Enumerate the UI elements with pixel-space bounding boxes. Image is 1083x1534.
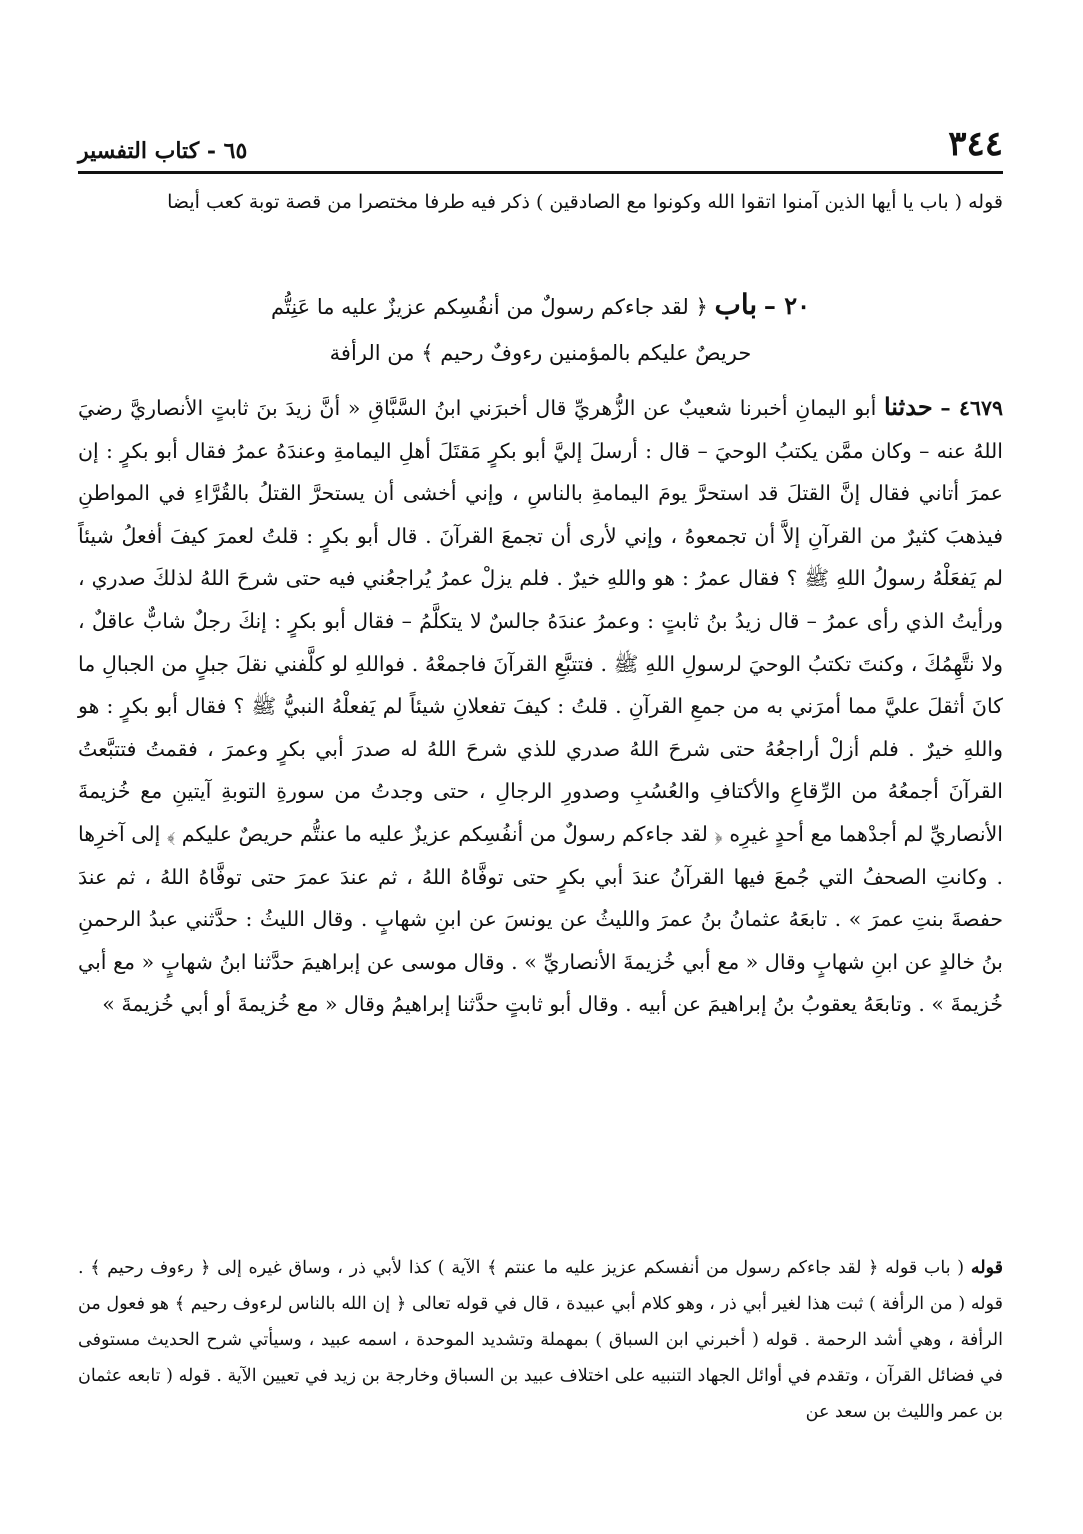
commentary-opening: قوله — [970, 1258, 1003, 1278]
page-number: ٣٤٤ — [948, 124, 1003, 164]
intro-note: قوله ( باب يا أيها الذين آمنوا اتقوا الله وكونوا مع الصادقين ) ذكر فيه طرفا مختصرا من قصة توبة كعب أيضا — [167, 191, 1003, 213]
chapter-heading-line-1 — [78, 282, 1003, 330]
running-title: ٦٥ - كتاب التفسير — [78, 138, 248, 164]
chapter-heading — [78, 282, 1003, 376]
chapter-number: ٢٠ – — [763, 291, 810, 320]
hadith-body: أبو اليمانِ أخبرنا شعيبٌ عن الزُّهريِّ قال أخبرَني ابنُ السَّبَّاقِ « أنَّ زيدَ بنَ ثابتٍ الأنصاريَّ رضيَ اللهُ عنه – وكان ممَّن يكتبُ الوحيَ – قال : أرسلَ إليَّ أبو بكرٍ مَقتَلَ أهلِ اليمامةِ وعندَهُ عمرُ فقال أبو بكرٍ : إن عمرَ أتاني فقال إنَّ القتلَ قد استحرَّ يومَ اليمامةِ بالناسِ ، وإني أخشى أن يستحرَّ القتلُ بالقُرَّاءِ في المواطنِ فيذهبَ كثيرٌ من القرآنِ إلاَّ أن تجمعوهُ ، وإني لأرى أن تجمعَ القرآنَ . قال أبو بكرٍ : قلتُ لعمرَ كيفَ أفعلُ شيئاً لم يَفعَلْهُ رسولُ اللهِ ﷺ ؟ فقال عمرُ : هو واللهِ خيرٌ . فلم يزلْ عمرُ يُراجعُني فيه حتى شرحَ اللهُ لذلكَ صدري ، ورأيتُ الذي رأى عمرُ – قال زيدُ بنُ ثابتٍ : وعمرُ عندَهُ جالسٌ لا يتكلَّمُ – فقال أبو بكرٍ : إنكَ رجلٌ شابٌّ عاقلٌ ، ولا نتَّهِمُكَ ، وكنتَ تكتبُ الوحيَ لرسولِ اللهِ ﷺ . فتتبَّعِ القرآنَ فاجمعْهُ . فواللهِ لو كلَّفني نقلَ جبلٍ من الجبالِ ما كانَ أثقلَ عليَّ مما أمرَني به من جمعِ القرآنِ . قلتُ : كيفَ تفعلانِ شيئاً لم يَفعلْهُ النبيُّ ﷺ ؟ فقال أبو بكرٍ : هو واللهِ خيرٌ . فلم أزلْ أراجعُهُ حتى شرحَ اللهُ صدري للذي شرحَ اللهُ له صدرَ أبي بكرٍ وعمرَ ، فقمتُ فتتبَّعتُ القرآنَ أجمعُهُ من الرِّقاعِ والأكتافِ والعُسُبِ وصدورِ الرجالِ ، حتى وجدتُ من سورةِ التوبةِ آيتينِ مع خُزيمةَ الأنصاريِّ لم أجدْهما مع أحدٍ غيرِه ﴿ لقد جاءكم رسولٌ من أنفُسِكم عزيزٌ عليه ما عنتُّم حريصٌ عليكم ﴾ إلى آخرِها . وكانتِ الصحفُ التي جُمعَ فيها القرآنُ عندَ أبي بكرٍ حتى توفَّاهُ اللهُ ، ثم عندَ عمرَ حتى توفَّاهُ اللهُ ، ثم عندَ حفصةَ بنتِ عمرَ » . تابعَهُ عثمانُ بنُ عمرَ والليثُ عن يونسَ عن ابنِ شهابٍ . وقال الليثُ : حدَّثني عبدُ الرحمنِ بنُ خالدٍ عن ابنِ شهابٍ وقال « مع أبي خُزيمةَ الأنصاريِّ » . وقال موسى عن إبراهيمَ حدَّثنا ابنُ شهابٍ « مع أبي خُزيمةَ » . وتابعَهُ يعقوبُ بنُ إبراهيمَ عن أبيه . وقال أبو ثابتٍ حدَّثنا إبراهيمُ وقال « مع خُزيمةَ أو أبي خُزيمةَ » — [78, 396, 1003, 1017]
hadith-text — [78, 386, 1003, 1026]
chapter-word: باب — [714, 288, 758, 321]
hadith-number: ٤٦٧٩ – — [940, 396, 1003, 420]
header-rule — [78, 171, 1003, 174]
hadith-opening: حدثنا — [883, 392, 933, 421]
chapter-verse-line-1: ﴿ لقد جاءكم رسولٌ من أنفُسِكم عزيزٌ عليه ما عَنِتُّم — [271, 295, 708, 319]
commentary-text — [78, 1250, 1003, 1430]
commentary-body: ( باب قوله ﴿ لقد جاءكم رسول من أنفسكم عزيز عليه ما عنتم ﴾ الآية ) كذا لأبي ذر ، وساق غيره إلى ﴿ رءوف رحيم ﴾ . قوله ( من الرأفة ) ثبت هذا لغير أبي ذر ، وهو كلام أبي عبيدة ، قال في قوله تعالى ﴿ إن الله بالناس لرءوف رحيم ﴾ هو فعول من الرأفة ، وهي أشد الرحمة . قوله ( أخبرني ابن السباق ) بمهملة وتشديد الموحدة ، اسمه عبيد ، وسيأتي شرح الحديث مستوفى في فضائل القرآن ، وتقدم في أوائل الجهاد التنبيه على اختلاف عبيد بن السباق وخارجة بن زيد في تعيين الآية . قوله ( تابعه عثمان بن عمر والليث بن سعد عن — [78, 1258, 1003, 1422]
page-header — [78, 118, 1003, 164]
chapter-verse-line-2: حريصٌ عليكم بالمؤمنين رءوفٌ رحيم ﴾ من الرأفة — [329, 341, 752, 365]
